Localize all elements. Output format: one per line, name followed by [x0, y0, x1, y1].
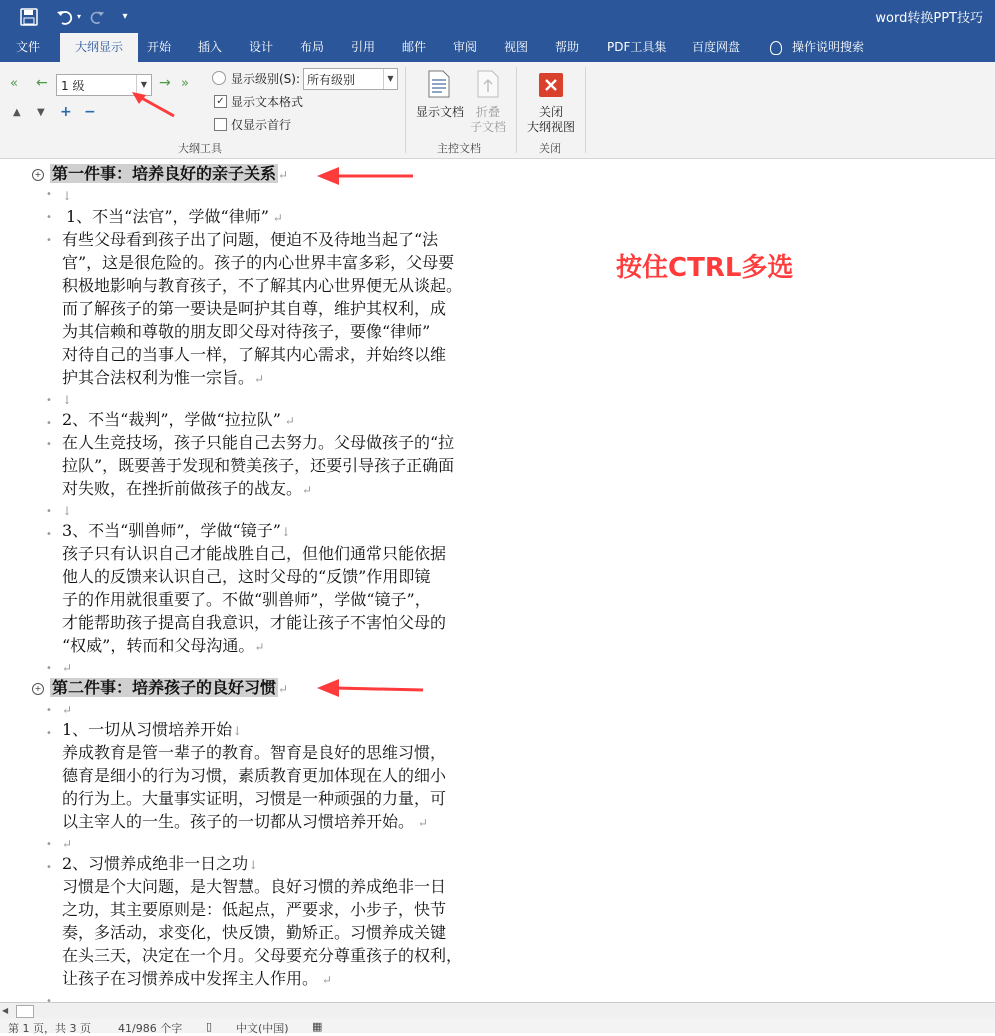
- move-up-icon[interactable]: ▲: [13, 107, 21, 118]
- body-line[interactable]: 为其信赖和尊敬的朋友即父母对待孩子，要像“律师”: [62, 322, 431, 341]
- tell-me-search[interactable]: [760, 33, 874, 62]
- expand-heading-icon[interactable]: +: [32, 169, 44, 181]
- expand-icon[interactable]: +: [60, 104, 72, 120]
- body-bullet: •: [46, 212, 52, 223]
- body-line[interactable]: 孩子只有认识自己才能战胜自己，但他们通常只能依据: [62, 544, 447, 563]
- annotation-arrow: [130, 90, 180, 120]
- customize-qat-icon[interactable]: ▾: [122, 11, 128, 22]
- tab-design[interactable]: 设计: [249, 40, 274, 54]
- tab-home[interactable]: 开始: [147, 40, 172, 54]
- body-bullet: •: [46, 439, 52, 450]
- show-level-label: 显示级别(S):: [231, 72, 301, 86]
- show-document-label[interactable]: 显示文档: [416, 105, 465, 119]
- line-break-mark: ↓: [62, 189, 73, 203]
- body-line[interactable]: 护其合法权利为惟一宗旨。↵: [62, 368, 265, 387]
- heading-2-text: 第二件事：培养孩子的良好习惯: [52, 678, 277, 697]
- accessibility-icon[interactable]: ▦: [312, 1020, 323, 1033]
- body-line[interactable]: 在人生竞技场，孩子只能自己去努力。父母做孩子的“拉: [62, 433, 455, 452]
- outline-tools-group-label: 大纲工具: [178, 142, 222, 155]
- show-text-format-label: 显示文本格式: [231, 95, 304, 109]
- show-first-line-checkbox[interactable]: [214, 118, 227, 131]
- collapse-subdocument-label-1[interactable]: 折叠: [476, 105, 501, 119]
- body-bullet: •: [46, 529, 52, 540]
- page-count[interactable]: 第 1 页，共 3 页: [8, 1022, 91, 1035]
- body-line[interactable]: “权威”，转而和父母沟通。↵: [62, 636, 265, 655]
- body-bullet: •: [46, 705, 52, 716]
- body-line[interactable]: 习惯是个大问题，是大智慧。良好习惯的养成绝非一日: [62, 877, 447, 896]
- expand-heading-icon[interactable]: +: [32, 683, 44, 695]
- tab-layout[interactable]: 布局: [300, 40, 325, 54]
- annotation-arrow: [315, 166, 415, 186]
- undo-dropdown-icon[interactable]: ▾: [76, 12, 81, 21]
- document-area: [0, 159, 995, 1002]
- scroll-left-icon[interactable]: ◀: [2, 1006, 9, 1015]
- show-first-line-label: 仅显示首行: [231, 118, 292, 132]
- tab-file[interactable]: 文件: [16, 40, 41, 54]
- tab-outline[interactable]: 大纲显示: [60, 33, 138, 62]
- body-line[interactable]: 积极地影响与教育孩子，不了解其内心世界便无从谈起。: [62, 276, 463, 295]
- body-line[interactable]: 以主宰人的一生。孩子的一切都从习惯培养开始。 ↵: [62, 812, 428, 831]
- tab-references[interactable]: 引用: [351, 40, 376, 54]
- close-outline-label-2[interactable]: 大纲视图: [527, 120, 576, 134]
- document-title: word转换PPT技巧: [875, 11, 983, 26]
- word-count[interactable]: 41/986 个字: [118, 1022, 183, 1035]
- body-bullet: •: [46, 862, 52, 873]
- body-bullet: •: [46, 506, 52, 517]
- close-outline-label-1[interactable]: 关闭: [539, 105, 564, 119]
- group-divider: [405, 67, 406, 153]
- show-level-select[interactable]: [303, 68, 398, 90]
- horizontal-scrollbar[interactable]: [0, 1002, 995, 1019]
- show-level-icon: [212, 71, 226, 85]
- proofing-icon[interactable]: ▯: [206, 1020, 213, 1033]
- body-bullet: •: [46, 839, 52, 850]
- annotation-arrow: [315, 678, 425, 698]
- show-level-value: 所有级别: [307, 73, 356, 87]
- show-document-icon[interactable]: [428, 70, 450, 102]
- tab-view[interactable]: 视图: [504, 40, 529, 54]
- paragraph-title[interactable]: 2、不当“裁判”，学做“拉拉队” ↵: [62, 410, 295, 429]
- close-group-label: 关闭: [539, 142, 561, 155]
- body-line[interactable]: 他人的反馈来认识自己，这时父母的“反馈”作用即镜: [62, 567, 431, 586]
- body-bullet: •: [46, 189, 52, 200]
- paragraph-title[interactable]: 3、不当“驯兽师”，学做“镜子”↓: [62, 521, 291, 540]
- group-divider: [585, 67, 586, 153]
- body-bullet: •: [46, 663, 52, 674]
- tab-pdf-tools[interactable]: PDF工具集: [607, 40, 667, 54]
- body-bullet: •: [46, 235, 52, 246]
- language-indicator[interactable]: 中文(中国): [236, 1022, 289, 1035]
- body-line[interactable]: 德育是细小的行为习惯，素质教育更加体现在人的细小: [62, 766, 447, 785]
- demote-to-body-icon[interactable]: »: [181, 76, 189, 91]
- body-line[interactable]: 养成教育是管一辈子的教育。智育是良好的思维习惯，: [62, 743, 447, 762]
- body-line[interactable]: 而了解孩子的第一要诀是呵护其自尊，维护其权利，成: [62, 299, 447, 318]
- body-bullet: •: [46, 996, 52, 1002]
- paragraph-mark: ↵: [62, 837, 73, 851]
- close-icon[interactable]: [538, 72, 564, 102]
- promote-to-heading1-icon[interactable]: «: [10, 76, 18, 91]
- paragraph-title[interactable]: 1、不当“法官”，学做“律师” ↵: [66, 207, 283, 226]
- collapse-subdocument-label-2[interactable]: 子文档: [470, 120, 507, 134]
- line-break-mark: ↓: [62, 504, 73, 518]
- master-document-group-label: 主控文档: [437, 142, 481, 155]
- body-line[interactable]: 之功，其主要原则是：低起点，严要求，小步子，快节: [62, 900, 447, 919]
- scroll-thumb[interactable]: [16, 1005, 34, 1018]
- collapse-subdocument-icon[interactable]: [477, 70, 499, 102]
- heading-2[interactable]: 第二件事：培养孩子的良好习惯 ↵: [52, 678, 289, 697]
- ribbon: [0, 62, 995, 159]
- body-line[interactable]: 官”，这是很危险的。孩子的内心世界丰富多彩，父母要: [62, 253, 455, 272]
- body-line[interactable]: 才能帮助孩子提高自我意识，才能让孩子不害怕父母的: [62, 613, 447, 632]
- redo-icon[interactable]: [84, 0, 110, 33]
- body-line[interactable]: 对待自己的当事人一样，了解其内心需求，并始终以维: [62, 345, 447, 364]
- body-line[interactable]: 有些父母看到孩子出了问题，便迫不及待地当起了“法: [62, 230, 439, 249]
- line-break-mark: ↓: [62, 393, 73, 407]
- heading-1[interactable]: 第一件事：培养良好的亲子关系 ↵: [52, 164, 289, 183]
- paragraph-mark: ↵: [62, 703, 73, 717]
- body-line[interactable]: 拉队”，既要善于发现和赞美孩子，还要引导孩子正确面: [62, 456, 455, 475]
- tab-insert[interactable]: 插入: [198, 40, 223, 54]
- status-bar: [0, 1018, 995, 1033]
- body-line[interactable]: 对失败，在挫折前做孩子的战友。↵: [62, 479, 313, 498]
- body-line[interactable]: 的行为上。大量事实证明，习惯是一种顽强的力量，可: [62, 789, 447, 808]
- show-text-format-checkbox[interactable]: ✓: [214, 95, 227, 108]
- chevron-down-icon[interactable]: ▼: [136, 75, 151, 95]
- paragraph-title[interactable]: 1、一切从习惯培养开始↓: [62, 720, 243, 739]
- lightbulb-icon: [770, 41, 782, 55]
- heading-1-text: 第一件事：培养良好的亲子关系: [52, 164, 277, 183]
- tab-help[interactable]: 帮助: [555, 40, 580, 54]
- body-line[interactable]: 子的作用就很重要了。不做“驯兽师”，学做“镜子”，: [62, 590, 431, 609]
- move-down-icon[interactable]: ▼: [37, 107, 45, 118]
- body-bullet: •: [46, 728, 52, 739]
- outline-level-value: 1 级: [61, 79, 85, 93]
- body-line[interactable]: 让孩子在习惯养成中发挥主人作用。 ↵: [62, 969, 332, 988]
- ribbon-tabs: [0, 33, 995, 62]
- promote-icon[interactable]: ←: [36, 75, 48, 91]
- paragraph-mark: ↵: [62, 661, 73, 675]
- title-bar: [0, 0, 995, 33]
- collapse-icon[interactable]: −: [84, 104, 96, 120]
- body-line[interactable]: 在头三天，决定在一个月。父母要充分尊重孩子的权利，: [62, 946, 463, 965]
- tab-baidu-netdisk[interactable]: 百度网盘: [692, 40, 741, 54]
- demote-icon[interactable]: →: [159, 75, 171, 91]
- tab-review[interactable]: 审阅: [453, 40, 478, 54]
- save-icon[interactable]: [14, 0, 44, 33]
- tell-me-label: 操作说明搜索: [792, 40, 865, 54]
- tab-mailings[interactable]: 邮件: [402, 40, 427, 54]
- body-bullet: •: [46, 395, 52, 406]
- chevron-down-icon[interactable]: ▼: [383, 69, 397, 89]
- body-line[interactable]: 奏，多活动，求变化，快反馈，勤矫正。习惯养成关键: [62, 923, 447, 942]
- body-bullet: •: [46, 418, 52, 429]
- paragraph-title[interactable]: 2、习惯养成绝非一日之功↓: [62, 854, 259, 873]
- annotation-text: 按住CTRL多选: [616, 253, 794, 283]
- group-divider: [516, 67, 517, 153]
